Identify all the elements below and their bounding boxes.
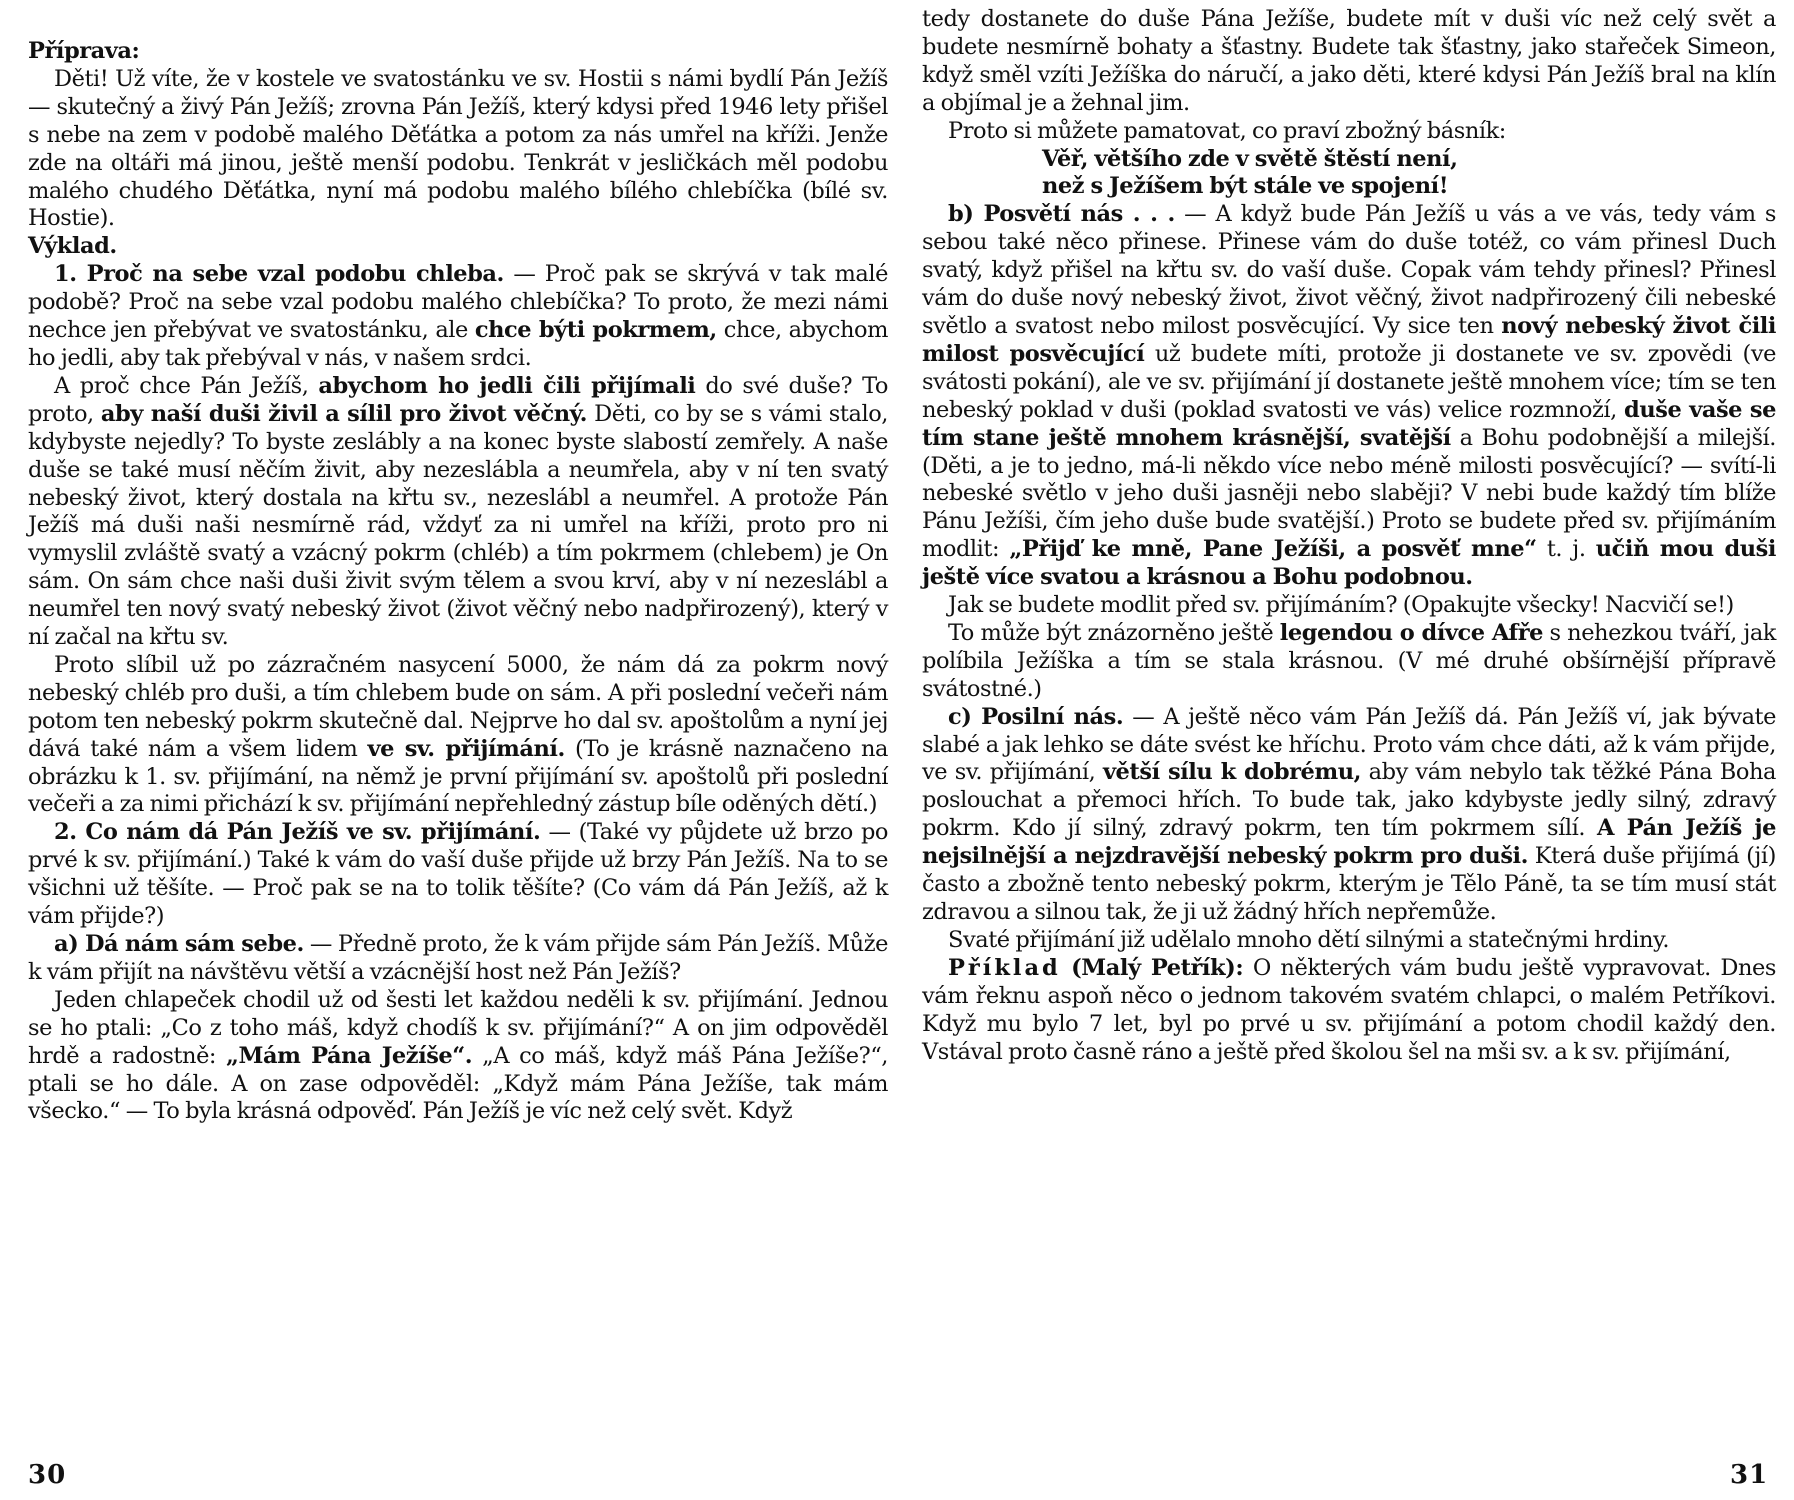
paragraph-r6: c) Posilní nás. — A ještě něco vám Pán Ježíš dá. Pán Ježíš ví, jak bývate slabé a jak lehko se dáte svést ke hříchu. Proto vám chce dáti, až k vám přijde, ve sv. přijímání, větší sílu k dobrému, aby vám nebylo tak těžké Pána Boha poslouchat a přemoci hřích. To bude tak, jako kdybyste jedly silný, zdravý pokrm. Kdo jí silný, zdravý pokrm, ten tím pokrmem sílí. A Pán Ježíš je nejsilnější a nejzdravější nebeský pokrm pro duši. Která duše přijímá (jí) často a zbožně tento nebeský pokrm, kterým je Tělo Páně, ta se tím musí stát zdravou a silnou tak, že ji už žádný hřích nepřemůže. xyxy=(922,703,1777,925)
heading-vyklad: Výklad. xyxy=(28,233,117,260)
paragraph-r1: tedy dostanete do duše Pána Ježíše, budete mít v duši víc než celý svět a budete nesmírně bohaty a šťastny. Budete tak šťastny, jako stařeček Simeon, když směl vzíti Ježíška do náručí, a jako děti, které kdysi Pán Ježíš bral na klín a objímal je a žehnal jim. xyxy=(922,6,1776,116)
paragraph-5: a) Dá nám sám sebe. — Předně proto, že k vám přijde sám Pán Ježíš. Může k vám přijít na návštěvu větší a vzácnější host než Pán Ježíš? xyxy=(28,931,888,985)
page-number-right: 31 xyxy=(1730,1460,1769,1490)
paragraph-6: Jeden chlapeček chodil už od šesti let každou neděli k sv. přijímání. Jednou se ho ptali: „Co z toho máš, když chodíš k sv. přijímání?“ A on jim odpověděl hrdě a radostně: „Mám Pána Ježíše“. „A co máš, když máš Pána Ježíše?“, ptali se ho dále. A on zase odpověděl: „Když mám Pána Ježíše, tak mám všecko.“ — To byla krásná odpověď. Pán Ježíš je víc než celý svět. Když xyxy=(28,986,889,1125)
paragraph-r4: Jak se budete modlit před sv. přijímáním? (Opakujte všecky! Nacvičí se!) xyxy=(948,592,1734,619)
section-title-a: a) Dá nám sám sebe. xyxy=(54,931,304,957)
right-page-text xyxy=(922,6,1776,1066)
paragraph-1: 1. Proč na sebe vzal podobu chleba. — Proč pak se skrývá v tak malé podobě? Proč na sebe vzal podobu malého chlebíčka? To proto, že mezi námi nechce jen přebývat ve svatostánku, ale chce býti pokrmem, chce, abychom ho jedli, aby tak přebýval v nás, v našem srdci. xyxy=(28,261,888,371)
example-label: Příklad xyxy=(948,954,1061,981)
paragraph-3: Proto slíbil už po zázračném nasycení 5000, že nám dá za pokrm nový nebeský chléb pro duši, a tím chlebem bude on sám. A při poslední večeři nám potom ten nebeský pokrm skutečně dal. Nejprve ho dal sv. apoštolům a nyní jej dává také nám a všem lidem ve sv. přijímání. (To je krásně naznačeno na obrázku k 1. sv. přijímání, na němž je první přijímání sv. apoštolů při poslední večeři a za nimi přichází k sv. přijímání nepřehledný zástup bíle oděných dětí.) xyxy=(28,651,889,818)
section-title-c: c) Posilní nás. xyxy=(948,703,1124,730)
verse-line-2: než s Ježíšem být stále ve spojení! xyxy=(1042,173,1449,200)
paragraph-r3: b) Posvětí nás . . . — A když bude Pán Ježíš u vás a ve vás, tedy vám s sebou také něco přinese. Přinese vám do duše totéž, co vám přinesl Duch svatý, když přišel na křtu sv. do vaší duše. Copak vám tehdy přinesl? Přinesl vám do duše nový nebeský život, život věčný, život nadpřirozený čili nebeské světlo a svatost nebo milost posvěcující. Vy sice ten nový nebeský život čili milost posvěcující už budete míti, protože ji dostanete ve sv. zpovědi (ve svátosti pokání), ale ve sv. přijímání jí dostanete ještě mnohem více; tím se ten nebeský poklad v duši (poklad svatosti ve vás) velice rozmnoží, duše vaše se tím stane ještě mnohem krásnější, svatější a Bohu podobnější a milejší. (Děti, a je to jedno, má-li někdo více nebo méně milosti posvěcující? — svítí-li nebeské světlo v jeho duši jasněji nebo slaběji? V nebi bude každý tím blíže Pánu Ježíši, čím jeho duše bude svatější.) Proto se budete před sv. přijímáním modlit: „Přijď ke mně, Pane Ježíši, a posvěť mne“ t. j. učiň mou duši ještě více svatou a krásnou a Bohu podobnou. xyxy=(922,201,1777,591)
paragraph-r2: Proto si můžete pamatovat, co praví zbožný básník: xyxy=(948,117,1506,144)
paragraph-r8: Příklad (Malý Petřík): O některých vám budu ještě vypravovat. Dnes vám řeknu aspoň něco o jednom takovém svatém chlapci, o malém Petříkovi. Když mu bylo 7 let, byl po prvé u sv. přijímání a potom chodil každý den. Vstával proto časně ráno a ještě před školou šel na mši sv. a k sv. přijímání, xyxy=(922,954,1776,1065)
verse-line-1: Věř, většího zde v světě štěstí není, xyxy=(1042,145,1458,172)
paragraph-priprava: Děti! Už víte, že v kostele ve svatostánku ve sv. Hostii s námi bydlí Pán Ježíš — skutečný a živý Pán Ježíš; zrovna Pán Ježíš, který kdysi před 1946 lety přišel s nebe na zem v podobě malého Děťátka a potom za nás umřel na kříži. Jenže zde na oltáři má jinou, ještě menší podobu. Tenkrát v jesličkách měl podobu malého chudého Děťátka, nyní má podobu malého bílého chlebíčka (bílé sv. Hostie). xyxy=(28,65,888,232)
heading-priprava: Příprava: xyxy=(28,38,140,64)
page-number-left: 30 xyxy=(28,1460,67,1490)
section-title-2: 2. Co nám dá Pán Ježíš ve sv. přijímání. xyxy=(54,819,541,846)
left-page-text xyxy=(28,38,888,1126)
paragraph-4: 2. Co nám dá Pán Ježíš ve sv. přijímání. — (Také vy půjdete už brzo po prvé k sv. přijímání.) Také k vám do vaší duše přijde už brzy Pán Ježíš. Na to se všichni už těšíte. — Proč pak se na to tolik těšíte? (Co vám dá Pán Ježíš, až k vám přijde?) xyxy=(28,819,888,930)
section-title-b: b) Posvětí nás . . . xyxy=(948,201,1175,228)
paragraph-r7: Svaté přijímání již udělalo mnoho dětí silnými a statečnými hrdiny. xyxy=(948,926,1670,953)
paragraph-r5: To může být znázorněno ještě legendou o dívce Afře s nehezkou tváří, jak políbila Ježíška a tím se stala krásnou. (V mé druhé obšírnější přípravě svátostné.) xyxy=(922,619,1776,702)
section-title-1: 1. Proč na sebe vzal podobu chleba. xyxy=(54,261,504,288)
paragraph-2: A proč chce Pán Ježíš, abychom ho jedli čili přijímali do své duše? To proto, aby naší duši živil a sílil pro život věčný. Děti, co by se s vámi stalo, kdybyste nejedly? To byste zeslábly a na konec byste slabostí zemřely. A naše duše se také musí něčím živit, aby nezeslábla a neumřela, aby v ní ten svatý nebeský život, který dostala na křtu sv., nezeslábl a neumřel. A protože Pán Ježíš má duši naši nesmírně rád, vždyť za ni umřel na kříži, proto pro ni vymyslil zvláště svatý a vzácný pokrm (chléb) a tím pokrmem (chlebem) je On sám. On sám chce naši duši živit svým tělem a svou krví, aby v ní nezeslábl a neumřel ten nový svatý nebeský život (život věčný nebo nadpřirozený), který v ní začal na křtu sv. xyxy=(28,372,888,651)
